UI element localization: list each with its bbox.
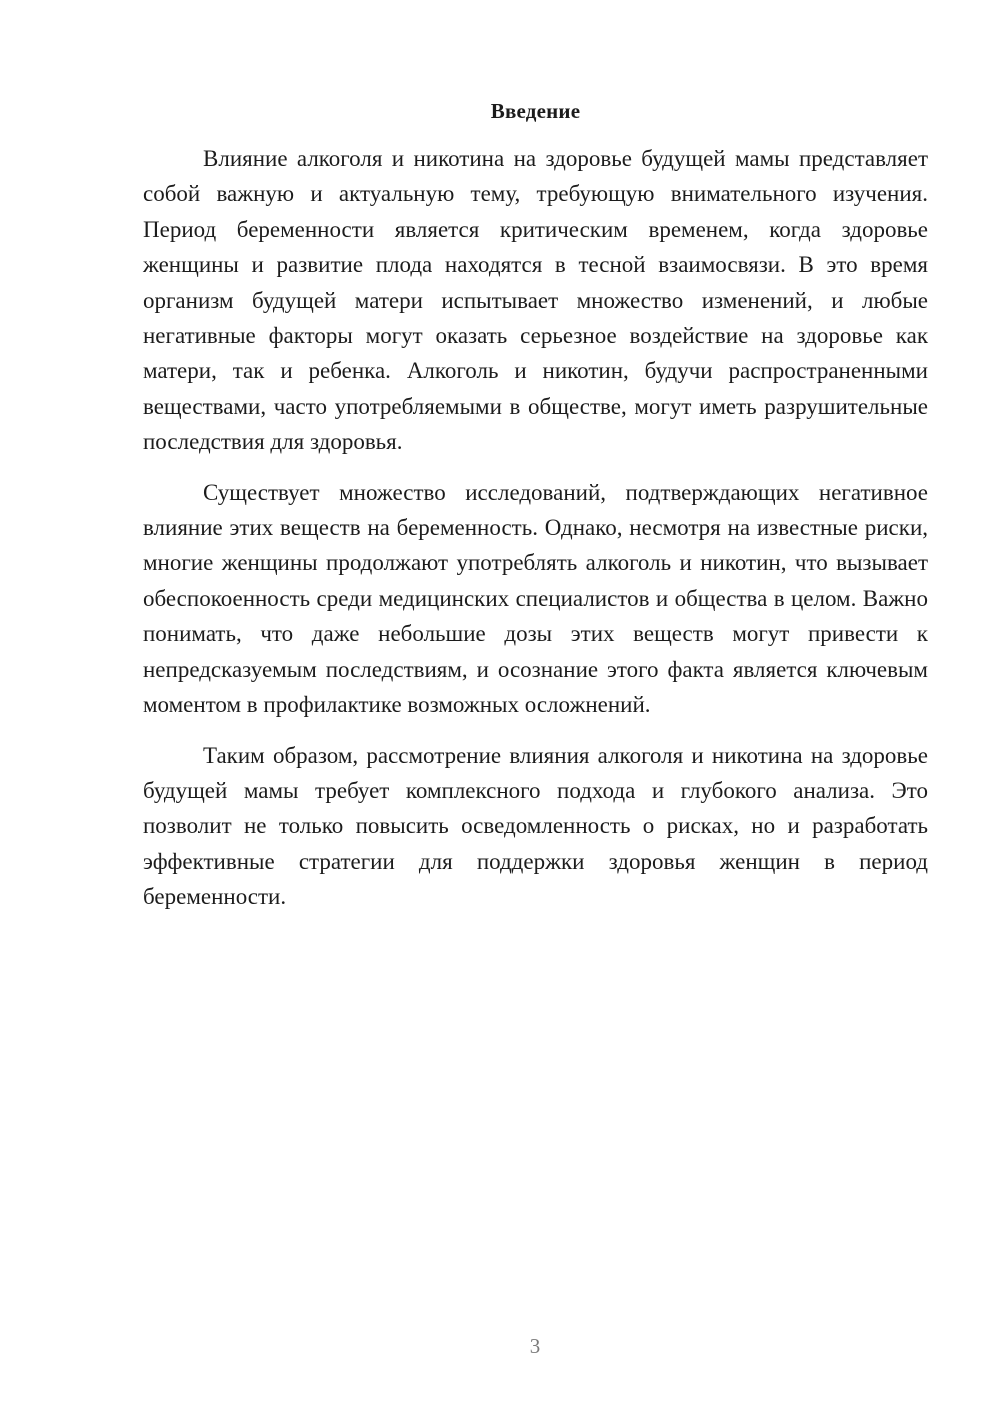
paragraph-3: Таким образом, рассмотрение влияния алкоголя и никотина на здоровье будущей мамы требует комплексного подхода и глубокого анализа. Это позволит не только повысить осведомленность о рисках, но и разработать эффективные стратегии для поддержки здоровья женщин в период беременности. [143, 742, 928, 910]
page-content [143, 96, 928, 930]
page-number: 3 [529, 1334, 541, 1358]
section-title: Введение [490, 99, 581, 123]
paragraph-1: Влияние алкоголя и никотина на здоровье будущей мамы представляет собой важную и актуальную тему, требующую внимательного изучения. Период беременности является критическим временем, когда здоровье женщины и развитие плода находятся в тесной взаимосвязи. В это время организм будущей матери испытывает множество изменений, и любые негативные факторы могут оказать серьезное воздействие на здоровье как матери, так и ребенка. Алкоголь и никотин, будучи распространенными веществами, часто употребляемыми в обществе, могут иметь разрушительные последствия для здоровья. [143, 146, 928, 455]
paragraph-2: Существует множество исследований, подтверждающих негативное влияние этих веществ на беременность. Однако, несмотря на известные риски, многие женщины продолжают употреблять алкоголь и никотин, что вызывает обеспокоенность среди медицинских специалистов и общества в целом. Важно понимать, что даже небольшие дозы этих веществ могут привести к непредсказуемым последствиям, и осознание этого факта является ключевым моментом в профилактике возможных осложнений. [143, 479, 928, 718]
